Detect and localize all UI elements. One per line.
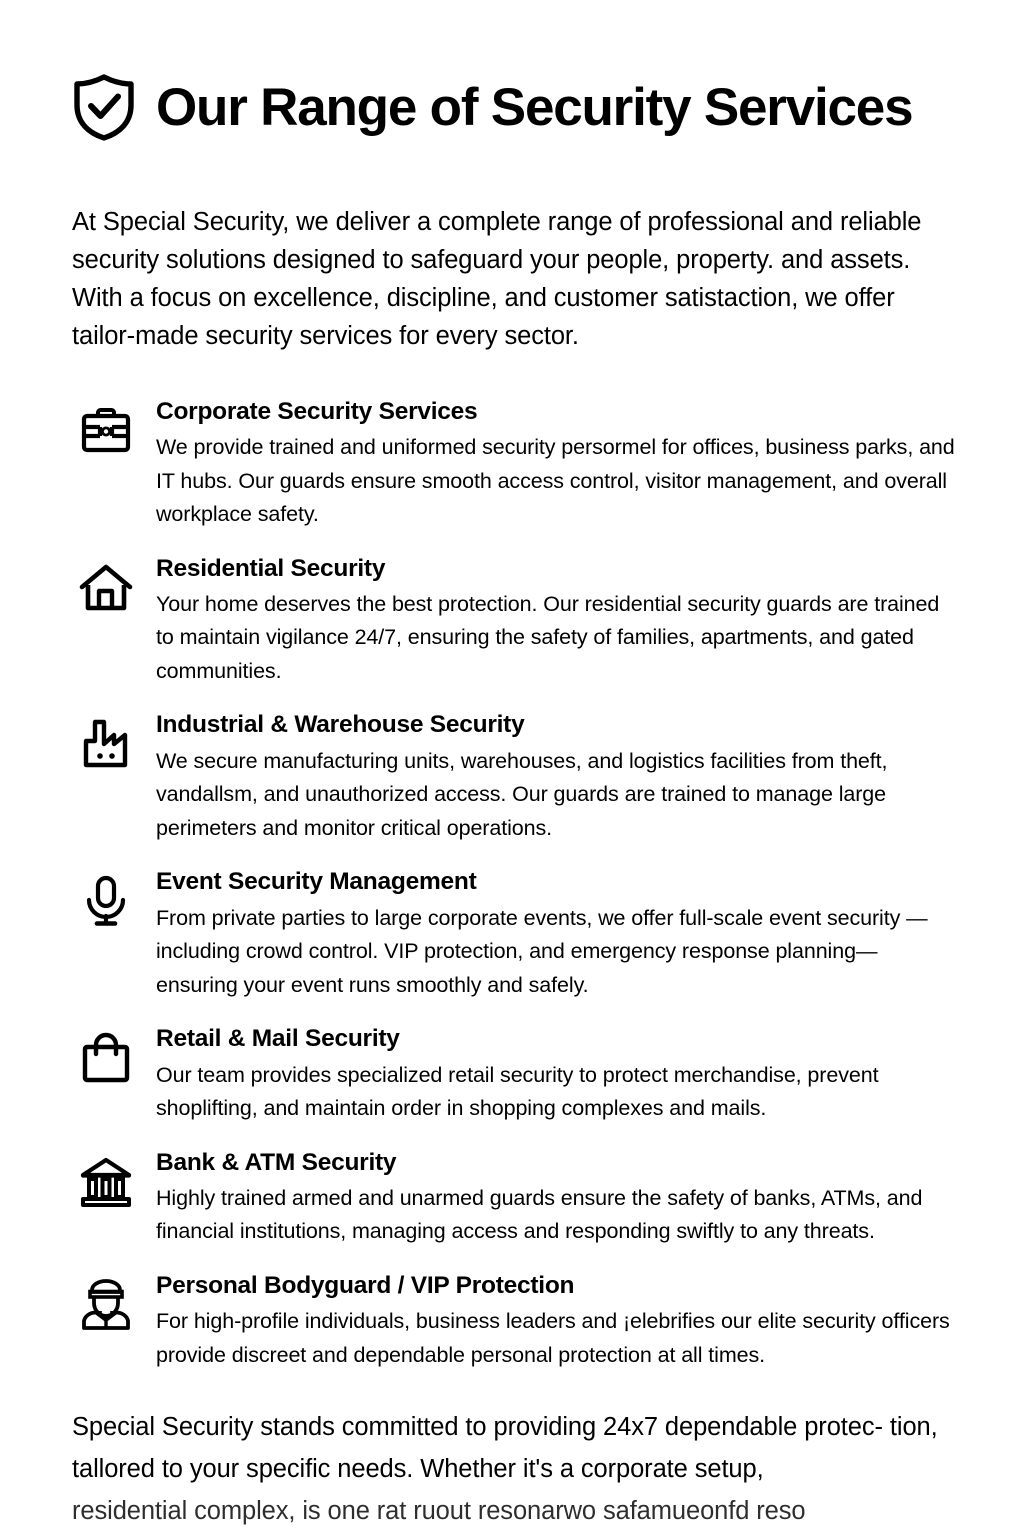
intro-paragraph: At Special Security, we deliver a complete range of professional and reliable security solutions designed to safeguard your people, property. and assets. With a focus on excellence, discipline, and customer satistaction, we offer tailor-made security services for every sector. — [72, 207, 922, 350]
services-list — [0, 397, 1024, 1373]
service-body — [156, 1148, 964, 1249]
outro-paragraph — [72, 1406, 952, 1532]
service-title: Residential Security — [156, 554, 386, 582]
service-item-vip-protection — [78, 1271, 964, 1372]
factory-icon — [78, 716, 134, 772]
service-title: Event Security Management — [156, 868, 477, 896]
security-officer-icon — [78, 1277, 134, 1333]
service-title: Corporate Security Services — [156, 397, 478, 425]
service-title: Personal Bodyguard / VIP Protection — [156, 1271, 575, 1299]
service-item-industrial-security — [78, 710, 964, 845]
service-body — [156, 710, 964, 845]
service-item-bank-security — [78, 1148, 964, 1249]
service-title: Bank & ATM Security — [156, 1148, 397, 1176]
outro-line-1: Special Security stands committed to providing 24x7 dependable protec- — [72, 1413, 883, 1442]
service-body — [156, 1024, 964, 1125]
service-body — [156, 867, 964, 1002]
page-header — [0, 0, 1024, 171]
service-item-event-security — [78, 867, 964, 1002]
service-title: Retail & Mail Security — [156, 1025, 400, 1053]
bank-icon — [78, 1154, 134, 1210]
service-title: Industrial & Warehouse Security — [156, 711, 525, 739]
page-title: Our Range of Security Services — [156, 77, 913, 137]
outro-line-3-clipped: residential complex, is one rat ruout resonarwo safamueonfd reso — [72, 1497, 806, 1526]
service-item-retail-security — [78, 1024, 964, 1125]
shield-check-icon — [72, 73, 136, 141]
service-body — [156, 397, 964, 532]
service-body — [156, 554, 964, 689]
briefcase-icon — [78, 403, 134, 459]
service-item-residential-security — [78, 554, 964, 689]
service-item-corporate-security — [78, 397, 964, 532]
service-description: We secure manufacturing units, warehouses, and logistics facilities from theft, vandallsm, and unauthorized access. Our guards are trained to manage large perimeters and monitor critical operations. — [156, 748, 888, 840]
service-description: For high-profile individuals, business leaders and ¡elebrifies our elite security officers provide discreet and dependable personal protection at all times. — [156, 1309, 950, 1367]
house-icon — [78, 560, 134, 616]
service-description: Highly trained armed and unarmed guards ensure the safety of banks, ATMs, and financial institutions, managing access and responding swiftly to any threats. — [156, 1185, 923, 1244]
service-description: Our team provides specialized retail security to protect merchandise, prevent shoplifting, and maintain order in shopping complexes and mails. — [156, 1062, 879, 1121]
service-body — [156, 1271, 964, 1372]
microphone-icon — [78, 873, 134, 929]
service-description: From private parties to large corporate events, we offer full-scale event security — including crowd control. VIP protection, and emergency response planning— ensuring your event runs smoothly and safely. — [156, 905, 928, 997]
service-description: Your home deserves the best protection. Our residential security guards are trained to maintain vigilance 24/7, ensuring the safety of families, apartments, and gated communities. — [156, 591, 940, 683]
service-description: We provide trained and uniformed security persormel for offices, business parks, and IT hubs. Our guards ensure smooth access control, visitor management, and overall workplace safety. — [156, 435, 955, 527]
outro-line-2: tion, tallored to your specific needs. Whether it's a corporate setup, — [72, 1413, 938, 1484]
shopping-bag-icon — [78, 1030, 134, 1086]
